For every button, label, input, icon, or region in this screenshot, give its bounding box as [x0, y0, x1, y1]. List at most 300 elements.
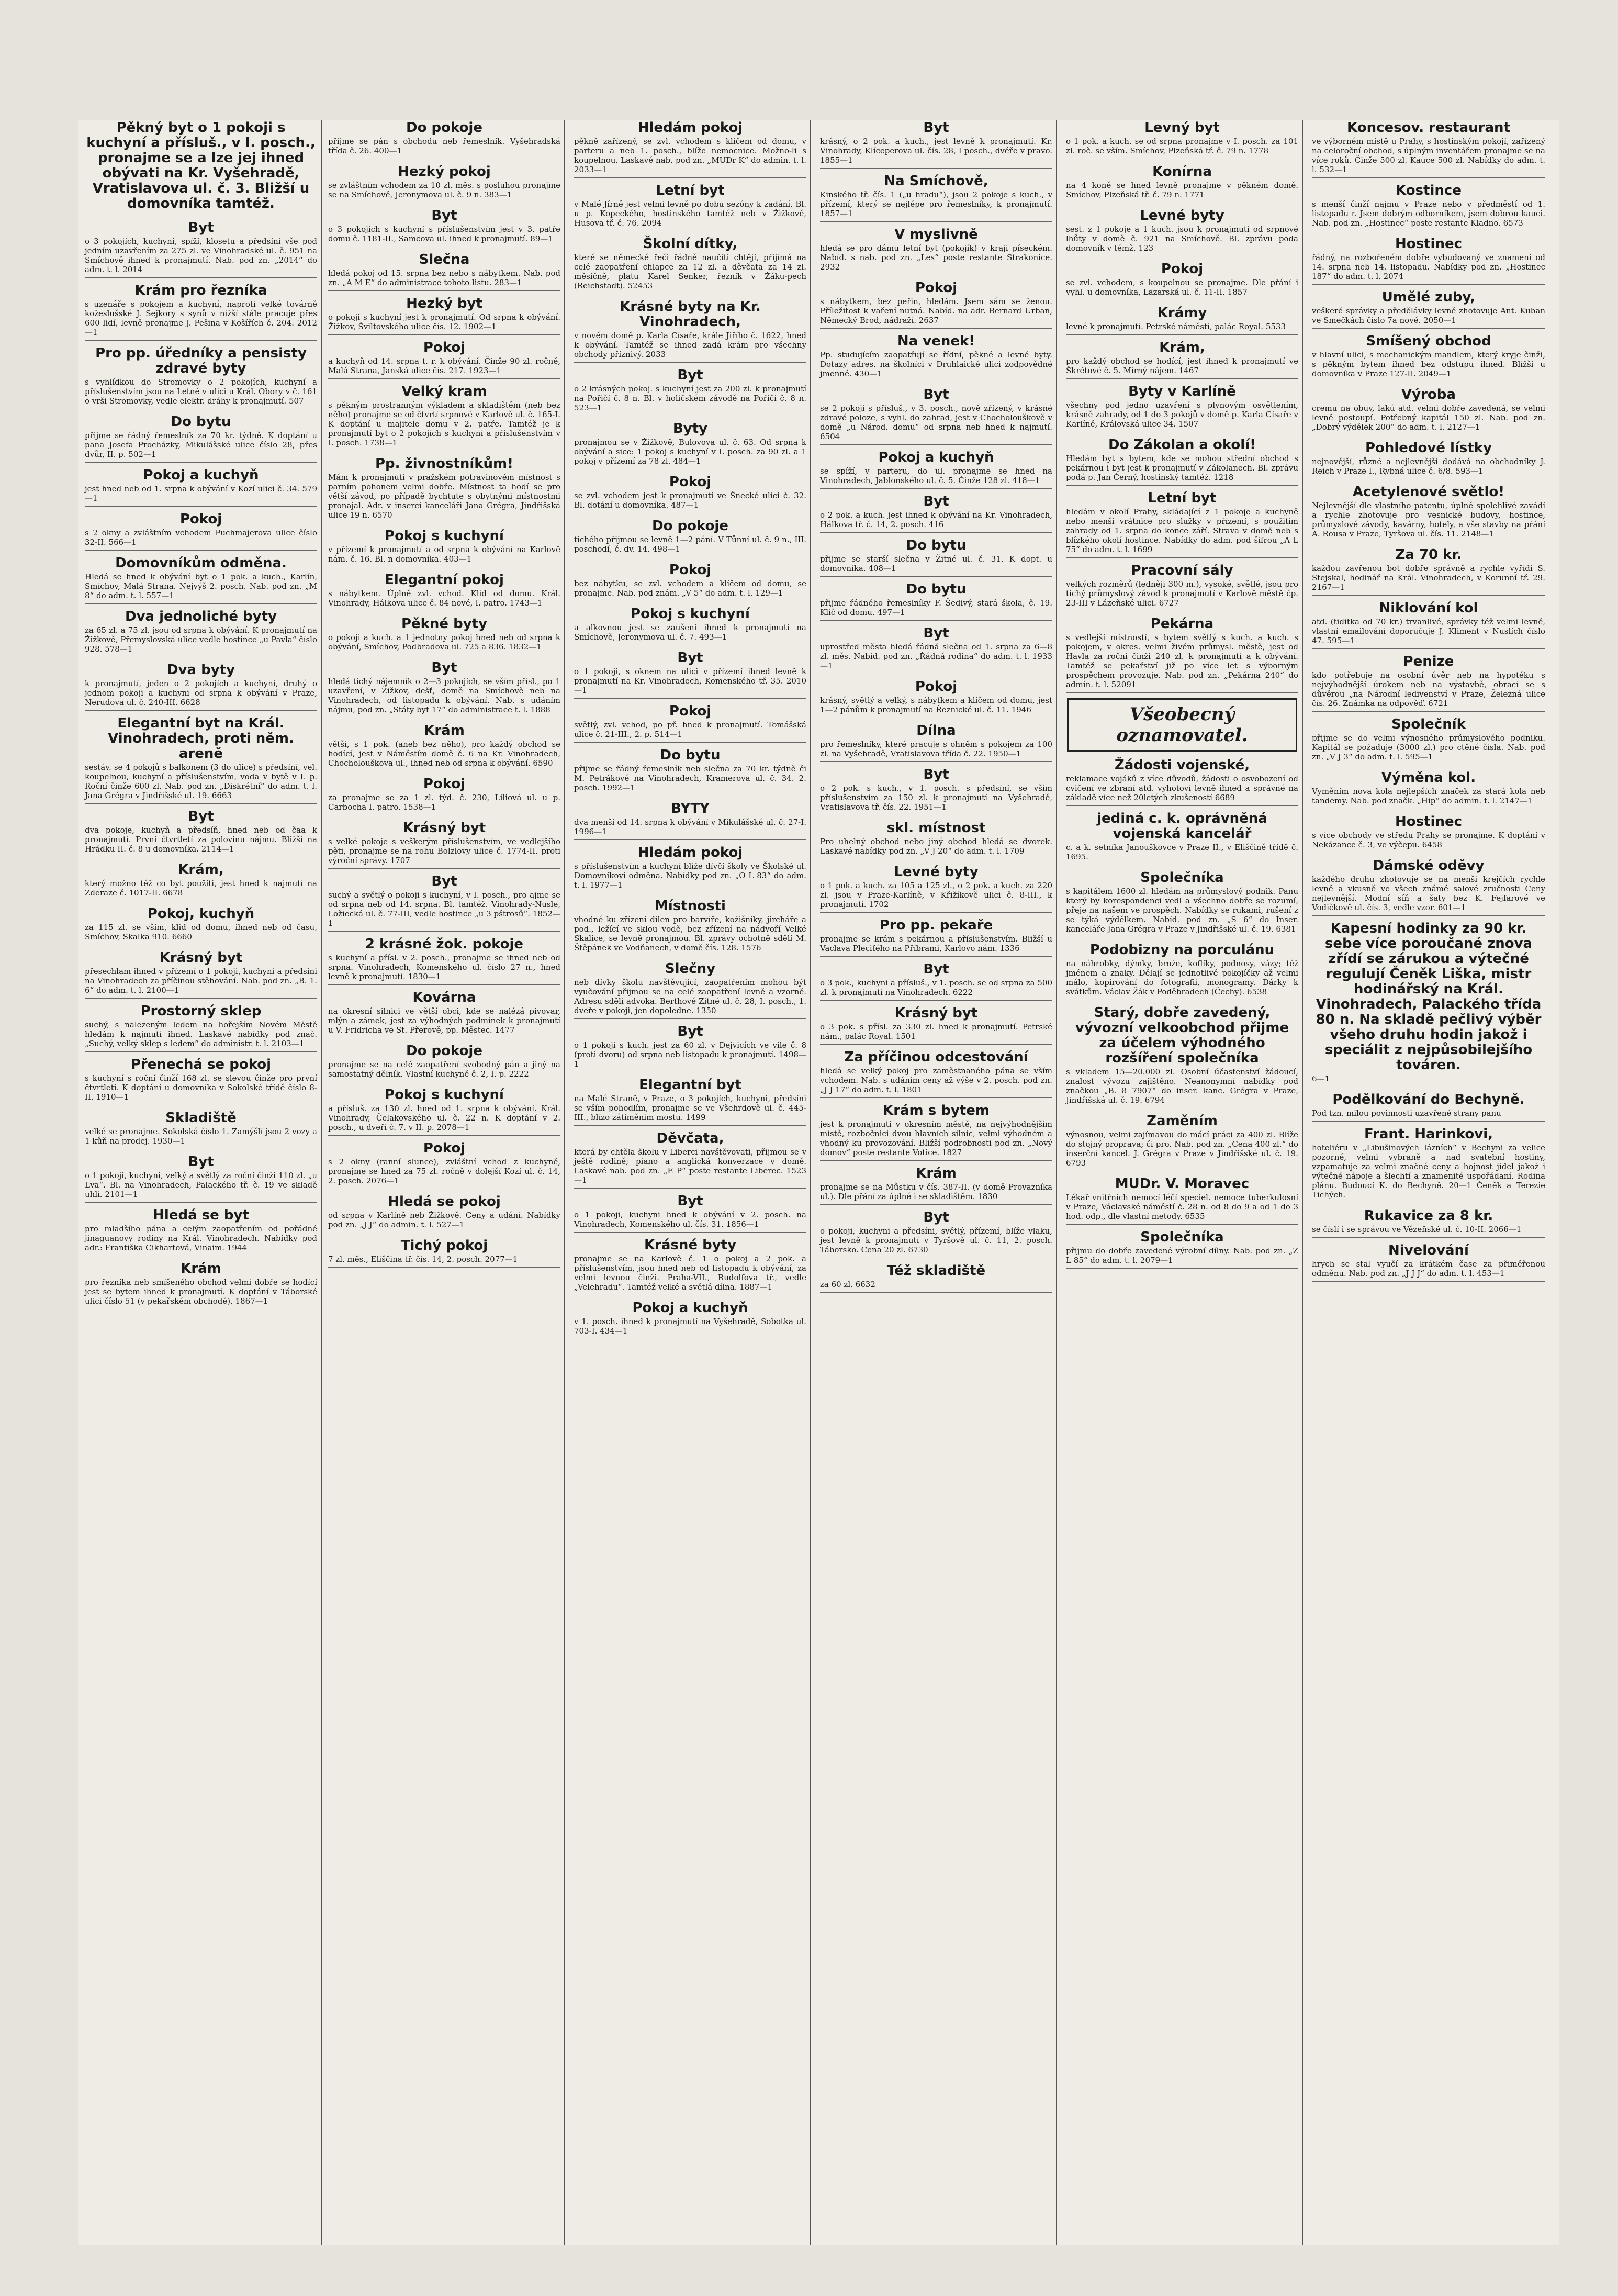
ad-heading: Do bytu: [906, 537, 967, 553]
ad-divider: [328, 868, 560, 869]
ad-text: krásný, o 2 pok. a kuch., jest levně k pronajmutí. Kr. Vinohrady, Klíceperova ul. čís. 28, I posch., dvéře v pravo. 1855—1: [820, 137, 1052, 165]
classified-ad: [1066, 120, 1298, 159]
ad-text: kdo potřebuje na osobní úvěr neb na hypotéku s nejvýhodnější úrokem neb na výstavbě, obrací se s důvěrou „na Národní ledivenství v Praze, Železná ulice čís. 26. Známka na odpověď. 6721: [1312, 670, 1545, 708]
classified-ad: [328, 617, 560, 655]
ad-heading: Byt: [431, 873, 457, 889]
ad-heading: Společník: [1391, 716, 1466, 732]
ad-text: veškeré správky a předělávky levně zhotovuje Ant. Kuban ve Smečkách číslo 7a nové. 2050—1: [1312, 306, 1545, 325]
ad-divider: [1066, 485, 1298, 486]
ad-heading: Pekárna: [1150, 616, 1214, 632]
ad-heading: Za příčinou odcestování: [844, 1049, 1028, 1065]
ad-heading: Hezký byt: [406, 296, 482, 311]
ad-heading: Byt: [677, 1193, 703, 1209]
ad-divider: [820, 1204, 1052, 1205]
ad-text: velkých rozměrů (ledněji 300 m.), vysoké, světlé, jsou pro tichý průmyslový závod k pronajmutí v Karlově městě čp. 23-III v Lázeňské ulici. 6727: [1066, 579, 1298, 608]
ad-text: s pěkným prostranným výkladem a skladištěm (neb bez něho) pronajme se od čtvrtí srpnové v Karlově ul. č. 165-I. K doptání u majitele domu v 2. patře. Tamtéž je k pronajmutí byt o 2 pokojích s kuchyní a příslušenstvím v I. posch. 1738—1: [328, 400, 560, 447]
column-3: [570, 120, 811, 2245]
ad-heading: Dva jednoliché byty: [125, 609, 277, 624]
ad-heading: Hezký pokoj: [398, 164, 491, 180]
ad-divider: [85, 506, 317, 507]
ad-text: Mám k pronajmutí v pražském potravinovém místnost s parním pohonem velmi dobře. Místnost ta hodí se pro větší závod, po případě bychtute s obytnými místnostmi pronajal. Adr. v inserci kanceláři Jana Grégra, Jindřišská ulice 19 n. 6570: [328, 473, 560, 520]
ad-heading: Na Smíchově,: [884, 173, 988, 189]
ad-text: Lékař vnitřních nemocí léčí speciel. nemoce tuberkulosní v Praze, Václavské náměstí č. 28 n. od 8 do 9 a od 1 do 3 hod. odp., dle vlastní metody. 6535: [1066, 1193, 1298, 1221]
ad-heading: Hledám pokoj: [637, 120, 743, 136]
ad-divider: [85, 550, 317, 551]
ad-heading: Levný byt: [1144, 120, 1220, 136]
ad-heading: Niklování kol: [1379, 600, 1478, 616]
ad-text: pronajme se na celé zaopatření svobodný pán a jiný na samostatný dělník. Vlastní kuchyně č. 2, I. p. 2222: [328, 1060, 560, 1079]
ad-divider: [85, 340, 317, 341]
ad-text: na 4 koně se hned levně pronajme v pěkném domě. Smíchov, Plzeňská tř. č. 79 n. 1771: [1066, 181, 1298, 199]
ad-divider: [574, 1188, 806, 1189]
column-1: [81, 120, 322, 2245]
ad-text: 7 zl. měs., Eliščina tř. čís. 14, 2. posch. 2077—1: [328, 1255, 518, 1264]
classified-ad: [1066, 758, 1298, 806]
ad-text: pro mladšího pána a celým zaopatřením od pořádné jinaguanovy rodiny na Král. Vinohradech. Nabídky pod adr.: Františka Cikhartová, Vinaim. 1944: [85, 1224, 317, 1252]
classified-ad: [574, 704, 806, 743]
ad-heading: Pro pp. úředníky a pensisty zdravé byty: [95, 345, 307, 376]
ad-text: s uzenáře s pokojem a kuchyní, naproti velké továrně kožeslušské J. Sejkory s synů v nižší stále pracuje přes 600 lidí, levně pronajme J. Pešina v Košířích č. 204. 2012—1: [85, 299, 317, 337]
classified-ad: [820, 723, 1052, 762]
classified-ad: [1066, 617, 1298, 693]
ad-text: s kuchyní s roční činží 168 zl. se slevou činže pro první čtvrtletí. K doptání u domovníka v Sokolské třídě číslo 8-II. 1910—1: [85, 1073, 317, 1102]
classified-ad: [85, 415, 317, 463]
ad-heading: Acetylenové světlo!: [1352, 484, 1505, 500]
classified-ad: [574, 845, 806, 893]
ad-divider: [1312, 284, 1545, 285]
ad-text: v 1. posch. ihned k pronajmutí na Vyšehradě, Sobotka ul. 703-I. 434—1: [574, 1317, 806, 1336]
ad-divider: [328, 334, 560, 335]
ad-text: Kinského tř. čís. 1 („u hradu“), jsou 2 pokoje s kuch., v přízemí, který se nejlépe pro řemeslníky, k pronajmutí. 1857—1: [820, 190, 1052, 218]
ad-text: přijme se řádný řemeslník neb slečna za 70 kr. týdně či M. Petrákové na Vinohradech, Kramerova ul. č. 34. 2. posch. 1992—1: [574, 764, 806, 792]
ad-heading: Krám s bytem: [883, 1103, 990, 1118]
ad-divider: [85, 1202, 317, 1203]
ad-divider: [820, 328, 1052, 329]
ad-divider: [574, 742, 806, 743]
classified-ad: [820, 281, 1052, 329]
ad-divider: [820, 1044, 1052, 1045]
classified-ad: [328, 937, 560, 985]
ad-divider: [820, 912, 1052, 913]
ad-text: Hledám byt s bytem, kde se mohou střední obchod s pekárnou i byt jest k pronajmutí v Zákolanech. Bl. zprávu podá p. Jan Černý, hostinský tamtéž. 1218: [1066, 454, 1298, 482]
ad-heading: Byt: [677, 650, 703, 666]
ad-divider: [574, 177, 806, 178]
ad-text: o 2 pok. s kuch., v 1. posch. s předsíní, se vším příslušenstvím za 150 zl. k pronajmutí na Vyšehradě, Vratislavova tř. čís. 22. 1951—1: [820, 783, 1052, 812]
ad-heading: Pokoj: [423, 776, 466, 792]
classified-ad: [1066, 340, 1298, 379]
ad-text: o 1 pok. a kuch. se od srpna pronajme v I. posch. za 101 zl. roč. se vším. Smíchov, Plzeňská tř. č. 79 n. 1778: [1066, 137, 1298, 155]
ad-heading: Byt: [923, 387, 949, 402]
classified-ad: [574, 899, 806, 956]
ad-divider: [820, 221, 1052, 222]
ad-text: pronajme se krám s pekárnou a příslušenstvím. Bližší u Vaclava Pleciťého na Příbrami, Karlovo nám. 1336: [820, 934, 1052, 953]
ad-heading: Starý, dobře zavedený, vývozní velkoobchod přijme za účelem výhodného rozšíření společníka: [1075, 1005, 1289, 1066]
ad-divider: [1066, 378, 1298, 379]
ad-text: na Malé Straně, v Praze, o 3 pokojích, kuchyni, předsíni se vším pohodlím, pronajme se ve Všehrdově ul. č. 445-III., blízo zátiměnim mostu. 1499: [574, 1094, 806, 1122]
ad-text: s kuchyní a přísl. v 2. posch., pronajme se ihned neb od srpna. Vinohradech, Komenského ul. číslo 27 n., hned levně k pronajmutí. 1830—1: [328, 953, 560, 981]
ad-divider: [328, 1267, 560, 1268]
classified-ad: [85, 346, 317, 409]
ad-heading: Pěkný byt o 1 pokoji s kuchyní a přísluš., v I. posch., pronajme se a lze jej ihned obývati na Kr. Vyšehradě, Vratislavova ul. č. 3. Bližší u domovníka tamtéž.: [86, 120, 316, 211]
ad-heading: Pokoj: [915, 280, 958, 296]
ad-heading: Pokoj: [915, 679, 958, 695]
ad-text: větší, s 1 pok. (aneb bez něho), pro každý obchod se hodící, jest v Náměstím domě č. 6 na Kr. Vinohradech, Chocholouškova ul., ihned neb od srpna k obývání. 6590: [328, 740, 560, 768]
ad-heading: Krám: [424, 723, 465, 738]
classified-ad: [85, 1057, 317, 1105]
ad-text: pro řemeslníky, které pracuje s ohněm s pokojem za 100 zl. na Vyšehradě, Vratislavova třída č. 22. 1950—1: [820, 740, 1052, 758]
ad-heading: Do pokoje: [406, 1043, 482, 1059]
ad-text: za 65 zl. a 75 zl. jsou od srpna k obývání. K pronajmutí na Žižkově, Přemyslovská ulice vedle hostince „u Pavla“ číslo 928. 578—1: [85, 625, 317, 654]
classified-ad: [85, 906, 317, 945]
classified-ad: [85, 1004, 317, 1052]
classified-ad: [1312, 921, 1545, 1087]
ad-divider: [85, 277, 317, 278]
classified-ad: [328, 252, 560, 291]
ad-text: pronajme se na Můstku v čís. 387-II. (v domě Provazníka ul.). Dle přání za úplné i se skladištěm. 1830: [820, 1182, 1052, 1201]
classified-ad: [820, 387, 1052, 445]
ad-text: nejnovější, různé a nejlevnější dodává na obchodníky J. Reich v Praze I., Rybná ulice č. 6/8. 593—1: [1312, 457, 1545, 476]
ad-text: o 3 pok., kuchyni a přísluš., v 1. posch. se od srpna za 500 zl. k pronajmutí na Vinohradech. 6222: [820, 978, 1052, 997]
ad-heading: Krásný byt: [159, 950, 243, 966]
ad-heading: Krásný byt: [894, 1005, 978, 1021]
ad-divider: [1066, 805, 1298, 806]
ad-text: se spíží, v parteru, do ul. pronajme se hned na Vinohradech, Jablonského ul. č. 5. Činže 128 zl. 418—1: [820, 466, 1052, 485]
classified-ad: [1066, 384, 1298, 432]
classified-ad: [1066, 306, 1298, 335]
ad-heading: Hostinec: [1395, 814, 1462, 830]
classified-ad: [820, 1263, 1052, 1293]
ad-text: o 3 pok. s přísl. za 330 zl. hned k pronajmutí. Petrské nám., palác Royal. 1501: [820, 1022, 1052, 1041]
column-5: [1062, 120, 1303, 2245]
classified-ad: [328, 874, 560, 932]
ad-text: za 115 zl. se vším, klid od domu, ihned neb od času, Smíchov, Skalka 910. 6660: [85, 923, 317, 942]
ad-text: s nábytkem. Úplně zvl. vchod. Klid od domu. Král. Vinohrady, Hálkova ulice č. 84 nové, I. patro. 1743—1: [328, 589, 560, 608]
ad-text: atd. (tiditka od 70 kr.) trvanlivé, správky též velmi levně, vlastní emailování doporučuje J. Kliment v Nuslích číslo 47. 595—1: [1312, 617, 1545, 645]
classified-ad: [1066, 943, 1298, 1000]
classified-ad: [820, 1103, 1052, 1161]
ad-text: reklamace vojáků z více důvodů, žádosti o osvobození od cvičení ve zbraní atd. vyhotoví levně ihned a správné na základě více než 20letých zkušeností 6689: [1066, 774, 1298, 802]
ad-heading: Rukavice za 8 kr.: [1364, 1208, 1493, 1224]
ad-text: neb dívky školu navštěvující, zaopatřením mohou být vyučování přijmou se na celé zaopatření levně a vzorně. Adresu sdělí advoka. Berthové Zitné ul. č. 28, I. posch., 1. dveře v pokoji, jen dopoledne. 1350: [574, 978, 806, 1015]
classified-ad: [574, 1078, 806, 1126]
classified-ad: [85, 1111, 317, 1149]
ad-heading: Pokoj: [669, 474, 712, 490]
classified-ad: [820, 1166, 1052, 1205]
ad-heading: Elegantní byt na Král. Vinohradech, proti něm. areně: [108, 715, 294, 761]
classified-ad: [328, 384, 560, 451]
ad-heading: Levné byty: [1140, 208, 1224, 223]
ad-divider: [1066, 557, 1298, 558]
classified-ad: [1312, 290, 1545, 329]
ad-divider: [820, 761, 1052, 762]
ad-text: o pokoji, kuchyni a předsíni, světlý, přízemí, blíže vlaku, jest levně k pronajmutí v Tyršově ul. č. 11, 2. posch. Táborsko. Cena 20 zl. 6730: [820, 1226, 1052, 1255]
ad-text: o pokoji s kuchyní jest k pronajmutí. Od srpna k obývání. Žižkov, Šviltovského ulice čís. 12. 1902—1: [328, 312, 560, 331]
ad-text: které se německé řeči řádně naučiti chtějí, přijímá na celé zaopatření chlapce za 12 zl. a děvčata za 14 zl. měsíčně, platu Karel Senker, řezník v Žáku-pech (Reichstadt). 52453: [574, 253, 806, 290]
ad-text: s vedlejší místností, s bytem světlý s kuch. a kuch. s pokojem, v okres. velmi živém průmysl. městě, jest od Havla za roční činži 240 zl. k pronajmutí a k obývání. Tamtéž se pekařství již po více let s výborným prospěchem provozuje. Nab. pod zn. „Pekárna 240“ do admin. t. l. 52091: [1066, 633, 1298, 689]
ad-heading: BYTY: [671, 801, 710, 816]
ad-heading: Výroba: [1401, 387, 1456, 402]
classified-ad: [820, 174, 1052, 222]
ad-heading: Byt: [923, 1209, 949, 1225]
ad-heading: Výměna kol.: [1381, 770, 1476, 786]
classified-ad: [1312, 717, 1545, 765]
ad-heading: Smíšený obchod: [1366, 333, 1491, 349]
classified-ad: [85, 120, 317, 215]
ad-heading: jediná c. k. oprávněná vojenská kancelář: [1097, 811, 1267, 842]
ad-heading: Byty v Karlíně: [1128, 384, 1236, 399]
ad-text: na náhrobky, dýmky, brože, koflíky, podnosy, vázy; též jménem a znaky. Dělají se jednotlivé pokojíčky až velmi málo, kopírování do fotografii, monogramy. Dárky k svátkům. Václav Žák v Poděbradech (Čechy). 6538: [1066, 959, 1298, 996]
ad-divider: [85, 1051, 317, 1052]
ad-heading: Kostince: [1396, 183, 1462, 198]
ad-text: s vyhlídkou do Stromovky o 2 pokojích, kuchyní a příslušenstvím jsou na Letné v ulici u Král. Obory v č. 161 o vrši Stromovky, vedle elektr. dráhy k pronajmutí. 507: [85, 377, 317, 406]
ad-heading: Dva byty: [166, 662, 235, 678]
ad-text: jest k pronajmutí v okresním městě, na nejvýhodnějším místě, rozbočnici dvou hlavních silnic, velmi výhodném a vhodný ku provozování. Bližší podrobnosti pod zn. „Nový domov“ poste restante Votice. 1827: [820, 1119, 1052, 1157]
ad-heading: Pokoj s kuchyní: [385, 528, 504, 544]
classified-ad: [820, 1006, 1052, 1045]
classified-ad: [1066, 438, 1298, 486]
classified-ad: [328, 660, 560, 718]
ad-text: s 2 okny (ranní slunce), zvláštní vchod z kuchyně, pronajme se hned za 75 zl. ročně v dolejší Kozí ul. č. 14, 2. posch. 2076—1: [328, 1157, 560, 1185]
ad-text: Pp. studujícím zaopatřují se řídní, pěkné a levné byty. Dotazy adres. na školníci v Druhlaické ulici zodpovědné jmenné. 430—1: [820, 350, 1052, 378]
ad-text: řádný, na rozbořeném dobře vybudovaný ve znamení od 14. srpna neb 14. listopadu. Nabídky pod zn. „Hostinec 187“ do adm. t. l. 2074: [1312, 253, 1545, 281]
classified-ad: [328, 529, 560, 567]
classified-ad: [328, 777, 560, 815]
ad-divider: [328, 931, 560, 932]
ad-text: a kuchyň od 14. srpna t. r. k obývání. Činže 90 zl. ročně, Malá Strana, Janská ulice čís. 217. 1923—1: [328, 356, 560, 375]
ad-heading: V myslivně: [894, 227, 978, 242]
classified-ad: [820, 227, 1052, 275]
ad-heading: Slečna: [419, 252, 470, 267]
classified-ad: [85, 809, 317, 857]
ad-heading: Byt: [923, 494, 949, 509]
ad-text: ve výborném místě u Prahy, s hostinským pokojí, zařízený na celoroční obchod, s úplným inventářem pronajme se na více roků. Činže 500 zl. Kauce 500 zl. Nabídky do adm. t. l. 532—1: [1312, 137, 1545, 174]
ad-text: velké se pronajme. Sokolská číslo 1. Zamýšlí jsou 2 vozy a 1 kůň na prodej. 1930—1: [85, 1127, 317, 1146]
ad-divider: [1066, 692, 1298, 693]
ad-heading: Koncesov. restaurant: [1347, 120, 1510, 136]
ad-text: přijme se pán s obchodu neb řemeslník. Vyšehradská třída č. 26. 400—1: [328, 137, 560, 155]
ad-heading: Hostinec: [1395, 236, 1462, 252]
ad-text: hoteliéru v „Libušinových lázních“ v Bechyni za velice pozorné, velmi vybraně a nad svatební hostiny, vzpamatuje za velmi značné ceny a hojnost jídel jakož i výtečné nápoje a šlechtí a znamenité uspořádaní. Rodina plánu. Budoucí K. do Bechyně. 20—1 Čeněk a Terezie Tichých.: [1312, 1143, 1545, 1200]
ad-text: v přízemí k pronajmutí a od srpna k obývání na Karlově nám. č. 16. Bl. n domovníka. 403—1: [328, 545, 560, 564]
ad-heading: Byt: [431, 660, 457, 676]
classified-ad: [85, 1261, 317, 1309]
classified-ad: [820, 450, 1052, 489]
ad-heading: Pokoj: [669, 562, 712, 578]
ad-text: 6—1: [1312, 1074, 1330, 1083]
ad-text: se zvl. vchodem, s koupelnou se pronajme. Dle přání i vyhl. u domovníka, Lazarská ul. č. 11-II. 1857: [1066, 278, 1298, 297]
ad-heading: Pokoj a kuchyň: [143, 467, 259, 483]
ad-text: pro řezníka neb smíšeného obchod velmi dobře se hodící jest se bytem ihned k pronajmutí. K doptání v Táborské ulici číslo 51 (v pekařském obchodě). 1867—1: [85, 1278, 317, 1306]
classified-ad: [574, 961, 806, 1019]
classified-ad: [1066, 811, 1298, 865]
ad-text: pronajmou se v Žižkově, Bulovova ul. č. 63. Od srpna k obývání a sice: 1 pokoj s kuchyní v I. posch. za 90 zl. a 1 pokoj v přízemí za 78 zl. 484—1: [574, 438, 806, 466]
ad-divider: [328, 290, 560, 291]
classified-ad: [328, 208, 560, 247]
classified-ad: [328, 1044, 560, 1082]
ad-heading: Pracovní sály: [1131, 563, 1233, 578]
ad-text: s vkladem 15—20.000 zl. Osobní účastenství žádoucí, znalost vývozu zajištěno. Neanonymní nabídky pod značkou „B. 8 7907“ do inser. kanc. Grégra v Praze, Jindřišská ul. č. 19. 6794: [1066, 1067, 1298, 1105]
classified-ad: [328, 164, 560, 203]
ad-heading: Velký kram: [401, 384, 487, 399]
ad-divider: [85, 710, 317, 711]
classified-ad: [574, 475, 806, 513]
ad-heading: Též skladiště: [886, 1263, 986, 1279]
classified-ad: [820, 334, 1052, 382]
ad-heading: Pokoj: [1161, 261, 1204, 277]
ad-heading: Krám: [181, 1261, 221, 1276]
ad-heading: Byt: [677, 367, 703, 383]
ad-text: světlý, zvl. vchod, po př. hned k pronajmutí. Tomášská ulice č. 21-III., 2. p. 514—1: [574, 720, 806, 739]
ad-heading: Společníka: [1140, 1229, 1224, 1245]
classified-ad: [1312, 547, 1545, 596]
ad-divider: [820, 1160, 1052, 1161]
ad-heading: Pěkné byty: [401, 616, 488, 632]
classified-ad: [820, 865, 1052, 913]
ad-heading: Krásné byty: [644, 1237, 737, 1253]
ad-text: suchý a světlý o pokoji s kuchyní, v I. posch., pro ajme se od srpna neb od 14. srpna. Bl. tamtéž. Vinohrady-Nusle, Ložiecká ul. č. 77-III, vedle hostince „u 3 pštrosů“. 1852—1: [328, 890, 560, 928]
ad-divider: [820, 576, 1052, 577]
ad-heading: Byt: [677, 1024, 703, 1039]
ad-text: o 1 pokoji, s oknem na ulici v přízemí ihned levně k pronajmutí na Kr. Vinohradech, Komenského tř. 35. 2010—1: [574, 667, 806, 695]
ad-divider: [328, 378, 560, 379]
ad-heading: 2 krásné žok. pokoje: [365, 936, 524, 952]
ad-heading: Pro pp. pekaře: [879, 917, 993, 933]
classified-ad: [1312, 334, 1545, 382]
ad-heading: Byt: [923, 625, 949, 641]
ad-text: sest. z 1 pokoje a 1 kuch. jsou k pronajmutí od srpnové lhůty v domě č. 921 na Smíchově. Bl. zprávu poda domovník v témž. 123: [1066, 225, 1298, 253]
ad-heading: Pp. živnostníkům!: [375, 456, 514, 472]
classified-ad: [328, 296, 560, 335]
ad-text: za pronajme se za 1 zl. týd. č. 230, Liliová ul. u p. Carbocha I. patro. 1538—1: [328, 793, 560, 812]
ad-heading: Krámy: [1157, 305, 1207, 321]
ad-heading: Do Zákolan a okolí!: [1108, 437, 1256, 453]
ad-divider: [820, 532, 1052, 533]
ad-heading: Do bytu: [171, 414, 231, 430]
ad-heading: Prostorný sklep: [140, 1003, 262, 1019]
ad-heading: Byt: [431, 208, 457, 223]
classified-ad: [1066, 1177, 1298, 1225]
ad-heading: Krám pro řezníka: [134, 283, 267, 298]
ad-divider: [1066, 1224, 1298, 1225]
ad-text: přijme se řádný řemeslník za 70 kr. týdně. K doptání u pana Josefa Procházky, Mikulášské ulice číslo 28, přes dvůr, II. p. 502—1: [85, 431, 317, 459]
ad-text: o 2 pok. a kuch. jest ihned k obývání na Kr. Vinohradech, Hálkova tř. č. 14, 2. posch. 416: [820, 510, 1052, 529]
classified-ad: [1312, 770, 1545, 809]
ad-heading: Na venek!: [897, 333, 975, 349]
classified-ad: [1312, 601, 1545, 649]
ad-divider: [820, 168, 1052, 169]
classified-ad: [574, 1194, 806, 1233]
classified-ad: [820, 582, 1052, 621]
section-heading-box: Všeobecný oznamovatel.: [1067, 698, 1297, 752]
ad-text: přijme se do velmi výnosného průmyslového podniku. Kapitál se požaduje (3000 zl.) pro ctěné čísla. Nab. pod zn. „V J 3“ do adm. t. l. 595—1: [1312, 733, 1545, 761]
newspaper-page: [78, 120, 1559, 2245]
ad-heading: Pokoj s kuchyní: [385, 1087, 504, 1103]
ad-heading: Dámské oděvy: [1373, 858, 1485, 873]
ad-heading: Frant. Harinkovi,: [1364, 1126, 1493, 1142]
classified-ad: [574, 1238, 806, 1295]
classified-ad: [1312, 858, 1545, 916]
classified-ad: [85, 1155, 317, 1203]
ad-heading: Do bytu: [906, 581, 967, 597]
ad-divider: [820, 956, 1052, 957]
classified-ad: [1312, 441, 1545, 479]
ad-heading: Krám,: [1159, 340, 1205, 355]
classified-ad: [328, 821, 560, 869]
ad-divider: [1312, 328, 1545, 329]
ad-heading: Do pokoje: [406, 120, 482, 136]
ad-text: přijme řádného řemeslníky F. Šedivý, stará škola, č. 19. Klíč od domu. 497—1: [820, 598, 1052, 617]
classified-ad: [328, 120, 560, 159]
classified-ad: [1312, 183, 1545, 231]
ad-text: pronajme se na Karlově č. 1 o pokoj a 2 pok. a příslušenstvím, jsou hned neb od listopadu k obývání, za velmi levnou činži. Praha-VII., Rudolfova tř., vedle „Velehradu“. Tamtéž velké a světlá dílna. 1887—1: [574, 1254, 806, 1292]
classified-ad: [1066, 563, 1298, 611]
ad-heading: Penize: [1403, 654, 1454, 669]
ad-text: c. a k. setníka Janouškovce v Praze II., v Eliščině třídě č. 1695.: [1066, 843, 1298, 861]
ad-text: který možno též co byt použíti, jest hned k najmutí na Zderaze č. 1017-II. 6678: [85, 879, 317, 898]
ad-heading: Byt: [188, 809, 214, 824]
ad-text: bez nábytku, se zvl. vchodem a klíčem od domu, se pronajme. Nab. pod znám. „V 5“ do adm. t. l. 129—1: [574, 579, 806, 598]
ad-text: o 1 pokoji s kuch. jest za 60 zl. v Dejvicích ve vile č. 8 (proti dvoru) od srpna neb listopadu k pronajmutí. 1498—1: [574, 1040, 806, 1069]
ad-heading: Krám,: [178, 862, 224, 878]
classified-ad: [85, 220, 317, 278]
classified-ad: [85, 609, 317, 657]
classified-ad: [820, 679, 1052, 718]
ad-heading: Elegantní byt: [639, 1077, 741, 1093]
ad-heading: Pohledové lístky: [1365, 440, 1492, 456]
classified-ad: [1312, 485, 1545, 542]
ad-text: o 2 krásných pokoj. s kuchyní jest za 200 zl. k pronajmutí na Pořičí č. 8 n. Bl. v holičském závodě na Pořičí č. 8 n. 523—1: [574, 384, 806, 412]
ad-divider: [328, 1135, 560, 1136]
ad-text: hrych se stal vyučí za krátkém čase za přiměřenou odměnu. Nab. pod zn. „J J J“ do adm. t. l. 453—1: [1312, 1259, 1545, 1278]
classified-ad: [574, 1024, 806, 1072]
classified-ad: [1066, 1005, 1298, 1108]
classified-ad: [85, 950, 317, 999]
ad-heading: Byt: [923, 767, 949, 782]
ad-heading: Pokoj: [179, 511, 222, 527]
ad-heading: Pokoj: [669, 703, 712, 719]
ad-heading: Dílna: [916, 723, 956, 738]
ad-heading: Zaměním: [1147, 1113, 1218, 1129]
ad-heading: Konírna: [1152, 164, 1212, 180]
classified-ad: [1066, 262, 1298, 300]
ad-text: o 1 pok. a kuch. za 105 a 125 zl., o 2 pok. a kuch. za 220 zl. jsou v Praze-Karlíně, v Křižíkově ulici č. 8-III., k pronajmutí. 1702: [820, 881, 1052, 909]
ad-text: v Malé Jírně jest velmi levně po dobu sezóny k zadání. Bl. u p. Kopeckého, hostinského tamtéž neb v Žižkově, Husova tř. č. 76. 2094: [574, 199, 806, 228]
ad-text: Vyměním nova kola nejlepších značek za stará kola neb tandemy. Nab. pod značk. „Hip“ do admin. t. l. 2147—1: [1312, 787, 1545, 805]
ad-text: vhodné ku zřízení dílen pro barvíře, kožišníky, jircháře a pod., ležící ve sklou vodě, bez zřízení na nádvoří Velké Skalice, se levně pronajmou. Bl. zprávy ochotně sdělí M. Štěpánek ve Vodňanech, v domě čís. 128. 1576: [574, 915, 806, 953]
classified-ad: [328, 1141, 560, 1189]
ad-heading: Domovníkům odměna.: [115, 555, 287, 571]
ad-heading: Byty: [672, 421, 708, 436]
classified-ad: [574, 748, 806, 796]
ad-text: jest hned neb od 1. srpna k obývání v Kozí ulici č. 34. 579—1: [85, 484, 317, 503]
ad-divider: [820, 1097, 1052, 1098]
ad-heading: Pokoj a kuchyň: [632, 1300, 748, 1316]
column-2: [324, 120, 565, 2245]
classified-ad: [820, 918, 1052, 957]
ad-heading: MUDr. V. Moravec: [1115, 1176, 1250, 1192]
classified-ad: [574, 421, 806, 469]
ad-text: suchý, s nalezeným ledem na hořejším Novém Městě hledám k najmutí ihned. Laskavé nabídky pod znač. „Suchý, velký sklep s ledem“ do administr. t. l. 2103—1: [85, 1020, 317, 1048]
ad-divider: [1312, 1281, 1545, 1282]
ad-text: s 2 okny a zvláštním vchodem Puchmajerova ulice číslo 32-II. 566—1: [85, 528, 317, 547]
classified-ad: [574, 183, 806, 231]
classified-ad: [85, 863, 317, 901]
ad-divider: [1312, 1237, 1545, 1238]
ad-text: pro každý obchod se hodící, jest ihned k pronajmutí ve Škrétové č. 5. Mírný nájem. 1467: [1066, 356, 1298, 375]
ad-divider: [820, 488, 1052, 489]
ad-divider: [85, 462, 317, 463]
ad-text: o 1 pokoji, kuchyni, velký a světlý za roční činži 110 zl. „u Lva“. Bl. na Vinohradech, Palackého tř. č. 19 ve skladě uhlí. 2101—1: [85, 1171, 317, 1199]
